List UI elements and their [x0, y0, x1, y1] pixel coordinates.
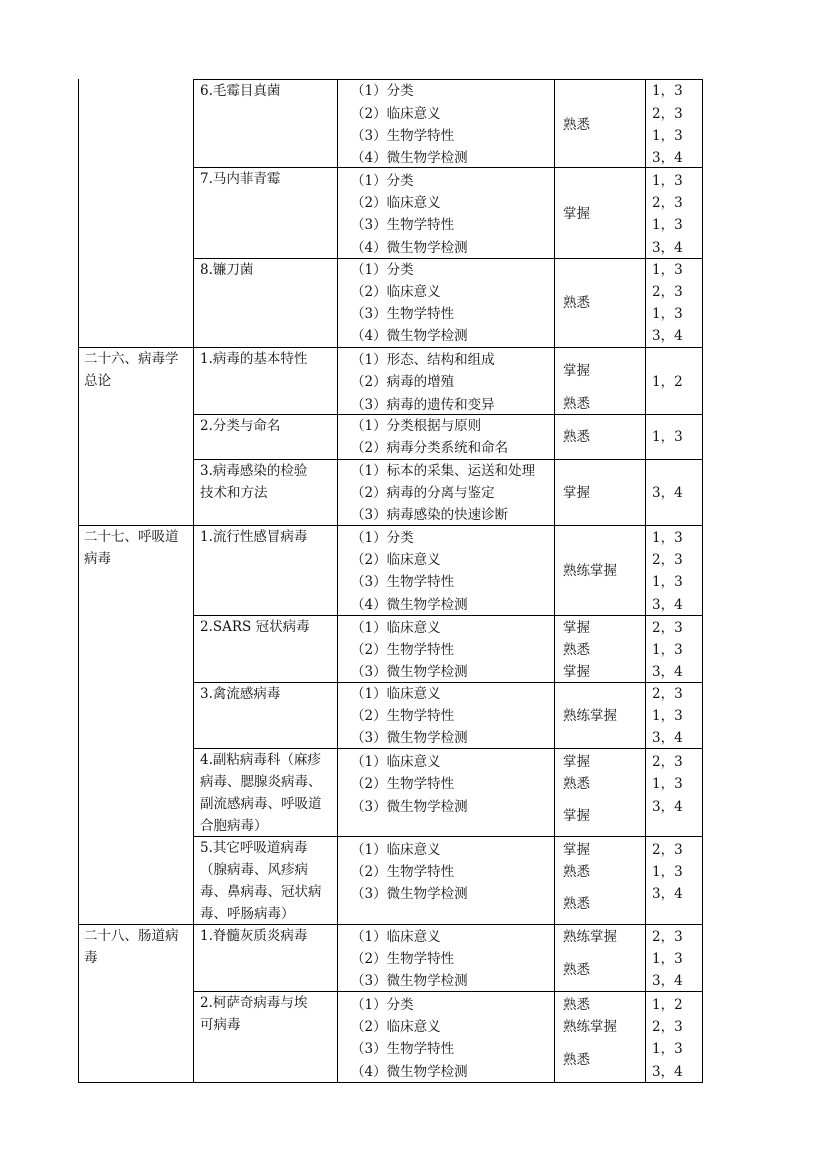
unit-code: 2，3 [652, 686, 683, 702]
topic-name: 6.毛霉目真菌 [200, 83, 281, 99]
requirement-level: 熟悉 [563, 776, 590, 792]
topic-item: （3）生物学特性 [351, 574, 455, 590]
requirement-level: 掌握 [563, 754, 590, 770]
unit-code: 3，4 [652, 973, 683, 989]
unit-code: 3，4 [652, 886, 683, 902]
topic-item: （2）生物学特性 [351, 951, 455, 967]
unit-code: 1，3 [652, 128, 683, 144]
unit-code: 2，3 [652, 284, 683, 300]
requirement-level: 熟练掌握 [563, 929, 617, 945]
topic-rule [193, 167, 703, 168]
unit-code: 3，4 [652, 150, 683, 166]
unit-code: 2，3 [652, 195, 683, 211]
unit-code: 2，3 [652, 842, 683, 858]
topic-item: （2）临床意义 [351, 284, 441, 300]
topic-item: （2）生物学特性 [351, 864, 455, 880]
topic-item: （1）临床意义 [351, 842, 441, 858]
unit-code: 3，4 [652, 799, 683, 815]
unit-code: 1，2 [652, 997, 683, 1013]
section-rule [78, 347, 703, 348]
requirement-level: 熟悉 [563, 962, 590, 978]
requirement-level: 熟悉 [563, 429, 590, 445]
topic-rule [193, 615, 703, 616]
topic-item: （1）临床意义 [351, 929, 441, 945]
requirement-level: 熟悉 [563, 997, 590, 1013]
topic-name: 5.其它呼吸道病毒 [200, 840, 308, 856]
column-rule-5 [702, 79, 703, 1082]
requirement-level: 熟悉 [563, 117, 590, 133]
topic-item: （3）微生物学检测 [351, 973, 468, 989]
unit-code: 3，4 [652, 485, 683, 501]
topic-rule [193, 682, 703, 683]
topic-item: （2）临床意义 [351, 195, 441, 211]
topic-name: 7.马内菲青霉 [200, 171, 281, 187]
chapter-title: 二十八、肠道病 [84, 928, 179, 944]
unit-code: 2，3 [652, 754, 683, 770]
topic-name: 4.副粘病毒科（麻疹 [200, 752, 321, 768]
section-rule [193, 79, 703, 80]
unit-code: 1，3 [652, 864, 683, 880]
unit-code: 1，3 [652, 776, 683, 792]
topic-item: （3）病毒感染的快速诊断 [351, 507, 509, 523]
topic-rule [193, 459, 703, 460]
topic-name: 合胞病毒） [200, 818, 268, 834]
unit-code: 1，3 [652, 429, 683, 445]
topic-item: （1）分类 [351, 530, 414, 546]
unit-code: 1，3 [652, 173, 683, 189]
unit-code: 3，4 [652, 664, 683, 680]
topic-item: （2）临床意义 [351, 106, 441, 122]
topic-item: （2）病毒分类系统和命名 [351, 440, 509, 456]
topic-name: （腺病毒、风疹病 [200, 862, 308, 878]
topic-rule [193, 991, 703, 992]
topic-name: 2.SARS 冠状病毒 [200, 619, 310, 635]
unit-code: 2，3 [652, 620, 683, 636]
topic-item: （1）临床意义 [351, 754, 441, 770]
topic-name: 1.病毒的基本特性 [200, 351, 308, 367]
topic-item: （3）微生物学检测 [351, 886, 468, 902]
topic-name: 1.脊髓灰质炎病毒 [200, 928, 308, 944]
topic-item: （1）分类 [351, 262, 414, 278]
topic-item: （1）标本的采集、运送和处理 [351, 463, 536, 479]
chapter-title: 总论 [84, 373, 111, 389]
topic-item: （2）临床意义 [351, 552, 441, 568]
topic-item: （3）病毒的遗传和变异 [351, 397, 495, 413]
topic-item: （1）分类 [351, 997, 414, 1013]
topic-item: （3）生物学特性 [351, 128, 455, 144]
requirement-level: 熟练掌握 [563, 708, 617, 724]
topic-item: （2）病毒的分离与鉴定 [351, 485, 495, 501]
topic-item: （3）微生物学检测 [351, 664, 468, 680]
topic-name: 毒、呼肠病毒） [200, 906, 295, 922]
requirement-level: 熟悉 [563, 642, 590, 658]
topic-rule [193, 414, 703, 415]
requirement-level: 掌握 [563, 842, 590, 858]
topic-name: 2.柯萨奇病毒与埃 [200, 995, 308, 1011]
chapter-title: 二十七、呼吸道 [84, 529, 179, 545]
topic-item: （3）生物学特性 [351, 306, 455, 322]
topic-item: （4）微生物学检测 [351, 1064, 468, 1080]
unit-code: 1，3 [652, 574, 683, 590]
unit-code: 1，2 [652, 374, 683, 390]
section-rule [78, 924, 703, 925]
chapter-title: 二十六、病毒学 [84, 351, 179, 367]
unit-code: 1，3 [652, 262, 683, 278]
unit-code: 2，3 [652, 929, 683, 945]
unit-code: 3，4 [652, 240, 683, 256]
topic-item: （3）微生物学检测 [351, 799, 468, 815]
unit-code: 3，4 [652, 328, 683, 344]
requirement-level: 掌握 [563, 363, 590, 379]
requirement-level: 熟悉 [563, 295, 590, 311]
topic-item: （1）分类 [351, 83, 414, 99]
column-rule-1 [193, 79, 194, 1082]
requirement-level: 掌握 [563, 206, 590, 222]
unit-code: 1，3 [652, 217, 683, 233]
unit-code: 1，3 [652, 306, 683, 322]
topic-item: （2）生物学特性 [351, 642, 455, 658]
topic-name: 2.分类与命名 [200, 418, 281, 434]
topic-item: （3）生物学特性 [351, 217, 455, 233]
topic-item: （2）临床意义 [351, 1019, 441, 1035]
topic-item: （4）微生物学检测 [351, 328, 468, 344]
unit-code: 1，3 [652, 1041, 683, 1057]
unit-code: 1，3 [652, 83, 683, 99]
topic-item: （4）微生物学检测 [351, 150, 468, 166]
column-rule-3 [554, 79, 555, 1082]
topic-name: 1.流行性感冒病毒 [200, 529, 308, 545]
chapter-title: 病毒 [84, 551, 111, 567]
chapter-title: 毒 [84, 950, 98, 966]
requirement-level: 熟悉 [563, 1052, 590, 1068]
topic-item: （4）微生物学检测 [351, 597, 468, 613]
requirement-level: 熟练掌握 [563, 563, 617, 579]
topic-name: 病毒、腮腺炎病毒、 [200, 774, 322, 790]
unit-code: 1，3 [652, 708, 683, 724]
column-rule-4 [645, 79, 646, 1082]
requirement-level: 熟练掌握 [563, 1019, 617, 1035]
topic-rule [193, 748, 703, 749]
topic-item: （4）微生物学检测 [351, 240, 468, 256]
topic-item: （1）分类根据与原则 [351, 418, 482, 434]
unit-code: 2，3 [652, 552, 683, 568]
unit-code: 1，3 [652, 642, 683, 658]
column-rule-0 [78, 79, 79, 1082]
section-rule [78, 525, 703, 526]
topic-name: 3.禽流感病毒 [200, 686, 281, 702]
unit-code: 3，4 [652, 597, 683, 613]
column-rule-2 [337, 79, 338, 1082]
unit-code: 2，3 [652, 106, 683, 122]
topic-name: 毒、鼻病毒、冠状病 [200, 884, 322, 900]
topic-item: （2）生物学特性 [351, 708, 455, 724]
topic-rule [193, 836, 703, 837]
topic-item: （1）临床意义 [351, 620, 441, 636]
unit-code: 3，4 [652, 1064, 683, 1080]
topic-item: （1）临床意义 [351, 686, 441, 702]
topic-name: 8.镰刀菌 [200, 262, 254, 278]
unit-code: 2，3 [652, 1019, 683, 1035]
unit-code: 3，4 [652, 730, 683, 746]
requirement-level: 掌握 [563, 664, 590, 680]
requirement-level: 掌握 [563, 485, 590, 501]
topic-rule [193, 258, 703, 259]
topic-item: （2）病毒的增殖 [351, 374, 455, 390]
topic-item: （1）形态、结构和组成 [351, 352, 495, 368]
requirement-level: 掌握 [563, 808, 590, 824]
topic-item: （3）微生物学检测 [351, 730, 468, 746]
topic-name: 可病毒 [200, 1017, 241, 1033]
unit-code: 1，3 [652, 530, 683, 546]
unit-code: 1，3 [652, 951, 683, 967]
requirement-level: 熟悉 [563, 896, 590, 912]
topic-item: （1）分类 [351, 173, 414, 189]
topic-item: （3）生物学特性 [351, 1041, 455, 1057]
section-rule [78, 1082, 703, 1083]
topic-name: 3.病毒感染的检验 [200, 463, 308, 479]
topic-name: 技术和方法 [200, 485, 268, 501]
topic-name: 副流感病毒、呼吸道 [200, 796, 322, 812]
requirement-level: 掌握 [563, 620, 590, 636]
requirement-level: 熟悉 [563, 396, 590, 412]
requirement-level: 熟悉 [563, 864, 590, 880]
topic-item: （2）生物学特性 [351, 776, 455, 792]
